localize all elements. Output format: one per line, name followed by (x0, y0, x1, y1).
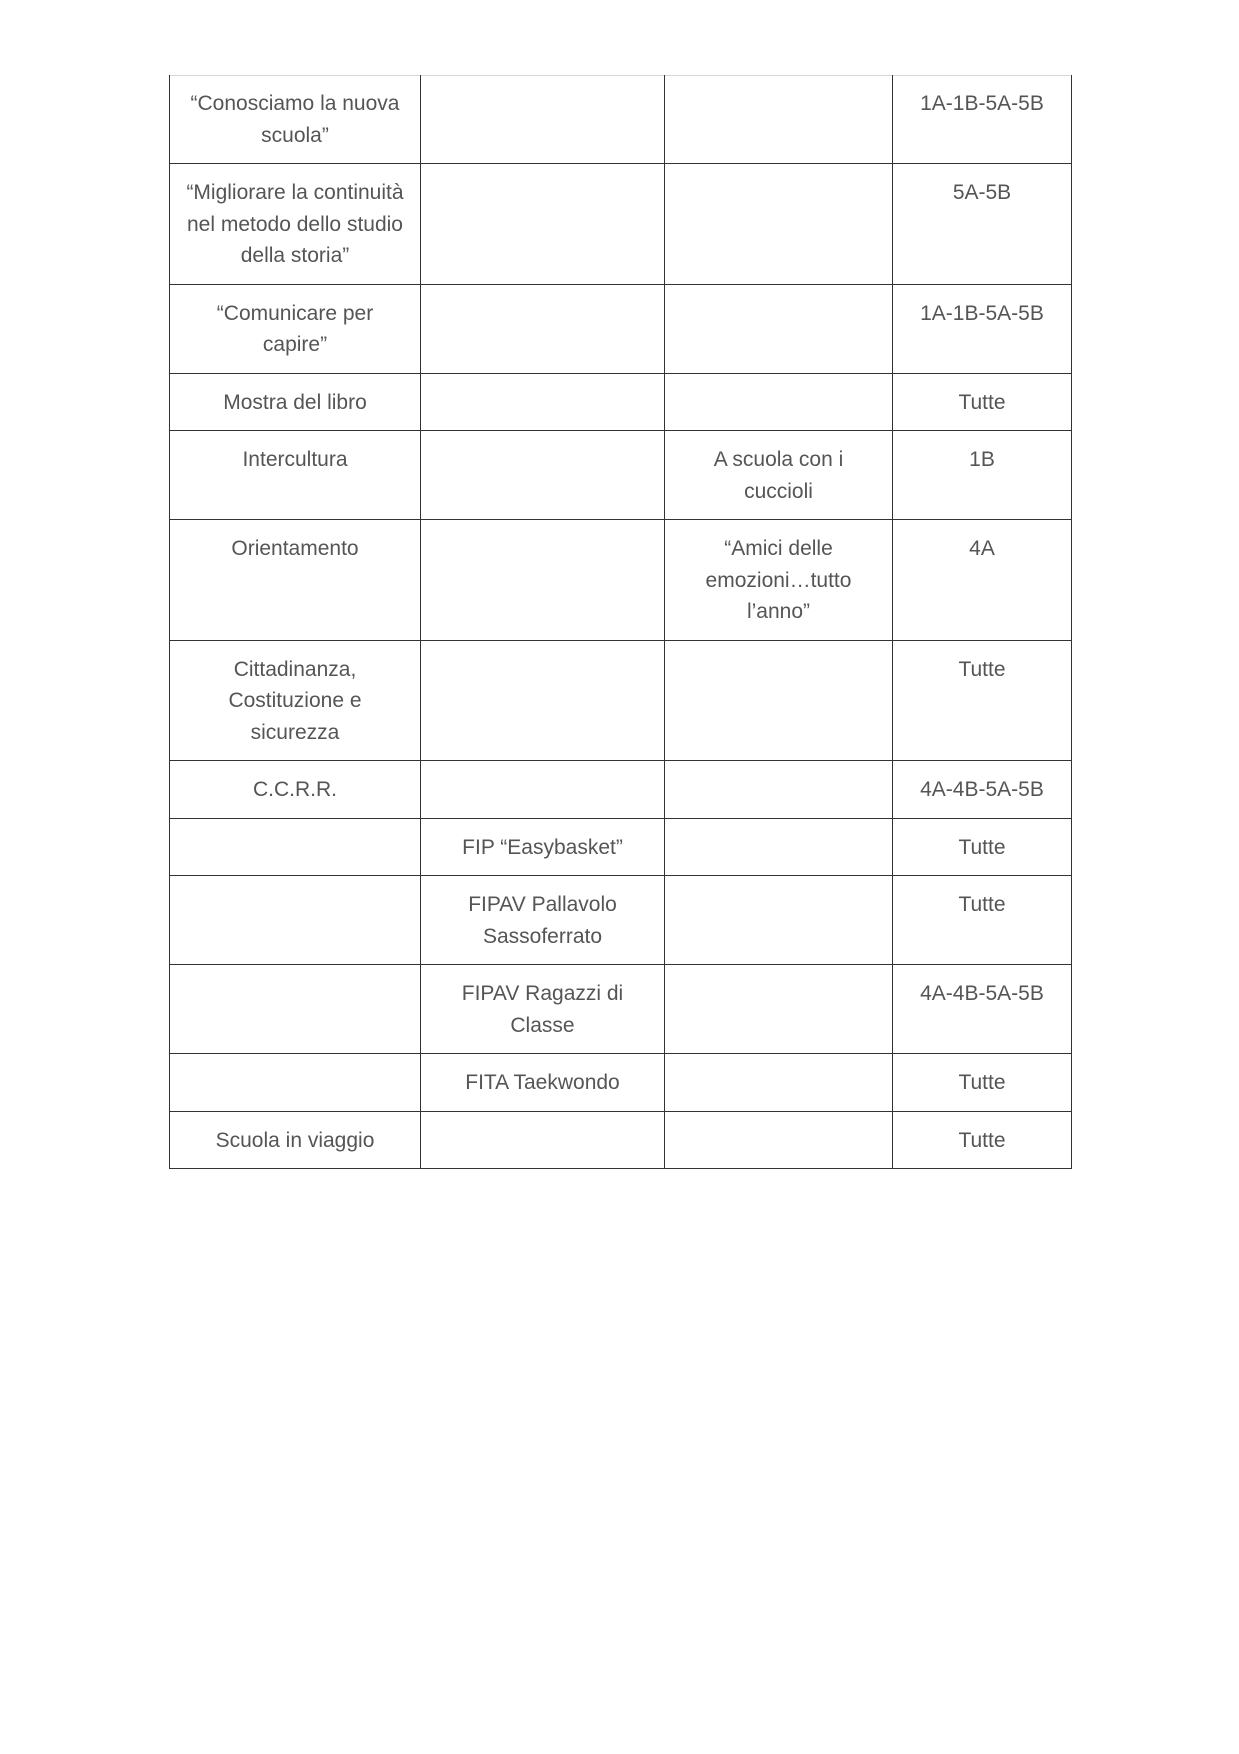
table-cell (665, 818, 893, 876)
table-cell (421, 75, 665, 164)
table-cell (665, 1054, 893, 1112)
table-cell (665, 75, 893, 164)
table-cell: Tutte (893, 818, 1072, 876)
table-cell: FIPAV Ragazzi di Classe (421, 965, 665, 1054)
table-cell: Tutte (893, 1054, 1072, 1112)
table-cell: 1A-1B-5A-5B (893, 75, 1072, 164)
table-cell: Scuola in viaggio (170, 1111, 421, 1169)
table-row (170, 876, 1072, 965)
table-cell: 5A-5B (893, 164, 1072, 285)
table-cell: 4A-4B-5A-5B (893, 965, 1072, 1054)
table-row (170, 520, 1072, 641)
table-cell (665, 373, 893, 431)
table-row (170, 284, 1072, 373)
table-cell (170, 965, 421, 1054)
table-cell (665, 761, 893, 819)
table-cell: 4A-4B-5A-5B (893, 761, 1072, 819)
table-cell: “Conosciamo la nuova scuola” (170, 75, 421, 164)
table-cell (421, 284, 665, 373)
table-cell: Tutte (893, 1111, 1072, 1169)
table-cell (665, 965, 893, 1054)
table-cell: “Amici delle emozioni…tutto l’anno” (665, 520, 893, 641)
table-cell: FIPAV Pallavolo Sassoferrato (421, 876, 665, 965)
table-cell: Intercultura (170, 431, 421, 520)
table-cell (665, 640, 893, 761)
table-cell (665, 164, 893, 285)
table-row (170, 75, 1072, 164)
table-row (170, 761, 1072, 819)
table-row (170, 164, 1072, 285)
table-cell: 1A-1B-5A-5B (893, 284, 1072, 373)
table-cell: Tutte (893, 640, 1072, 761)
table-cell (421, 761, 665, 819)
table-cell: Mostra del libro (170, 373, 421, 431)
table-row (170, 818, 1072, 876)
table-cell (421, 431, 665, 520)
table-cell (170, 818, 421, 876)
table-row (170, 431, 1072, 520)
table-cell (421, 1111, 665, 1169)
table-cell: Tutte (893, 876, 1072, 965)
table-row (170, 1054, 1072, 1112)
table-row (170, 1111, 1072, 1169)
table-cell (665, 876, 893, 965)
table-cell (665, 284, 893, 373)
table-cell: Tutte (893, 373, 1072, 431)
table-cell: C.C.R.R. (170, 761, 421, 819)
table-cell: 4A (893, 520, 1072, 641)
table-cell: FIP “Easybasket” (421, 818, 665, 876)
table-cell: Orientamento (170, 520, 421, 641)
table-cell: FITA Taekwondo (421, 1054, 665, 1112)
table-row (170, 640, 1072, 761)
table-cell (421, 373, 665, 431)
table-cell: 1B (893, 431, 1072, 520)
table-row (170, 373, 1072, 431)
table-cell (170, 1054, 421, 1112)
table-cell (665, 1111, 893, 1169)
table-cell: “Migliorare la continuità nel metodo dello studio della storia” (170, 164, 421, 285)
table-cell: “Comunicare per capire” (170, 284, 421, 373)
table-cell (170, 876, 421, 965)
table-row (170, 965, 1072, 1054)
projects-table (169, 75, 1072, 1169)
table-cell (421, 640, 665, 761)
table-cell (421, 164, 665, 285)
table-cell: Cittadinanza, Costituzione e sicurezza (170, 640, 421, 761)
table-cell (421, 520, 665, 641)
table-cell: A scuola con i cuccioli (665, 431, 893, 520)
